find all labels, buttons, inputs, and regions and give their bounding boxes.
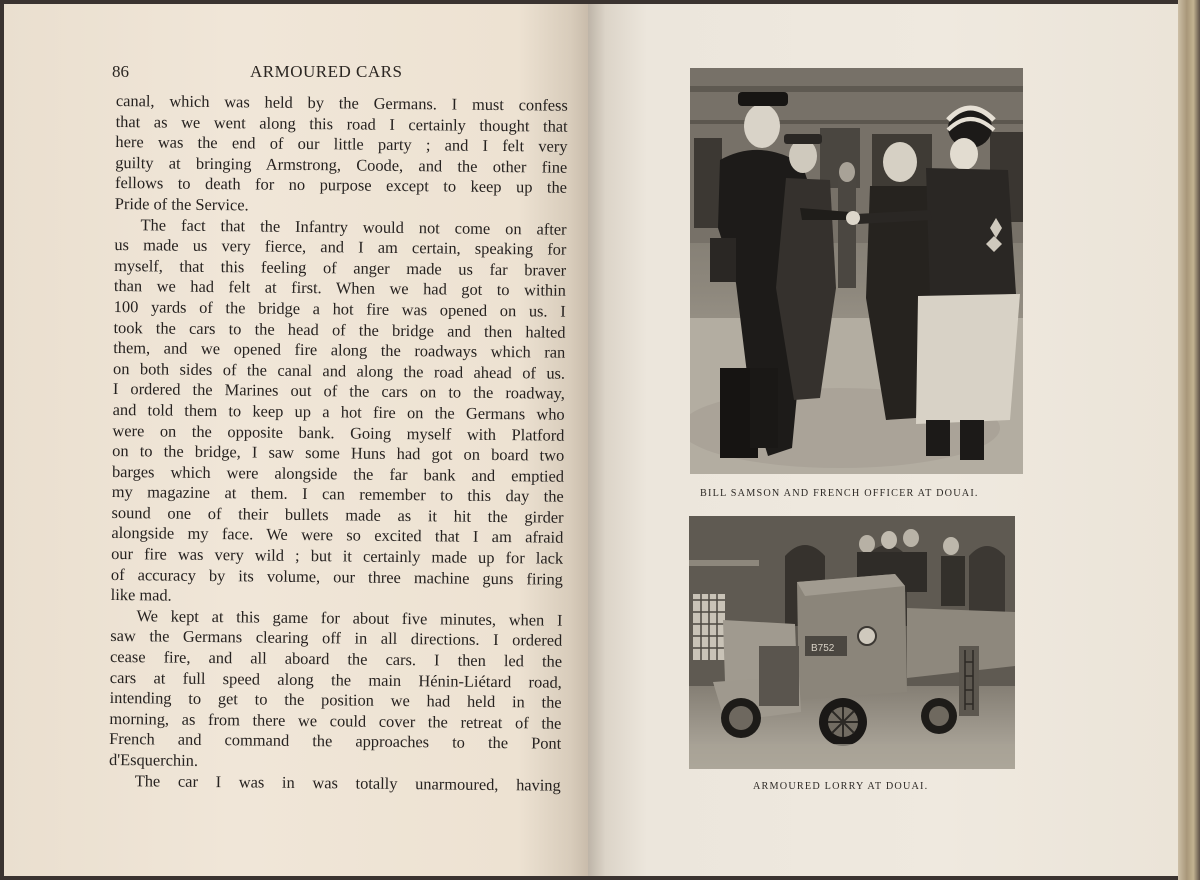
- text-line: took the cars to the head of the bridge and then halted: [113, 317, 566, 342]
- text-line: them, and we opened fire along the roadways which ran: [113, 338, 566, 362]
- photo-2-caption: ARMOURED LORRY AT DOUAI.: [753, 781, 929, 792]
- text-line: d'Esquerchin.: [108, 749, 199, 770]
- running-head: [112, 62, 572, 88]
- text-line: sound one of their bullets made as it hit the girder: [111, 502, 564, 527]
- license-plate: B752: [811, 643, 835, 654]
- photo-1-caption: BILL SAMSON AND FRENCH OFFICER AT DOUAI.: [700, 488, 979, 499]
- body-text: [109, 91, 568, 796]
- text-line: morning, as from there we could cover the retreat of the: [109, 708, 562, 733]
- text-line: our fire was very wild ; but it certainly made up for lack: [111, 544, 564, 568]
- text-line: I ordered the Marines out of the cars on to the roadway,: [112, 379, 565, 404]
- text-line: my magazine at them. I can remember to this day the: [111, 482, 564, 506]
- text-line: canal, which was held by the Germans. I must confess: [115, 91, 568, 115]
- text-line: fellows to death for no purpose except to keep up the: [114, 173, 568, 198]
- text-line: We kept at this game for about five minutes, when I: [136, 606, 563, 630]
- text-line: than we had felt at first. When we had got to within: [113, 276, 567, 301]
- text-line: on both sides of the canal and along the road ahead of us.: [112, 358, 566, 383]
- photo-samson-french-officer: [690, 68, 1023, 474]
- text-line: here was the end of our little party ; and I felt very: [115, 132, 568, 156]
- text-line: cars at full speed along the main Hénin-Liétard road,: [109, 667, 562, 692]
- page-number: 86: [112, 62, 129, 81]
- text-line: and told them to keep up a hot fire on the Germans who: [112, 399, 565, 424]
- text-line: cease fire, and all aboard the cars. I then led the: [109, 647, 563, 671]
- text-line: were on the opposite bank. Going myself with Platford: [112, 420, 565, 445]
- text-line: us made us very fierce, and I am certain, speaking for: [114, 235, 567, 259]
- text-line: The car I was in was totally unarmoured, having: [134, 770, 561, 795]
- text-line: barges which were alongside the far bank and emptied: [111, 461, 565, 486]
- text-line: of accuracy by its volume, our three machine guns firing: [110, 564, 564, 589]
- running-head-title: ARMOURED CARS: [250, 62, 403, 81]
- text-line: like mad.: [110, 585, 172, 605]
- text-line: French and command the approaches to the Pont: [109, 729, 562, 754]
- text-line: guilty at bringing Armstrong, Coode, and the other fine: [115, 152, 568, 177]
- text-line: The fact that the Infantry would not come on after: [140, 214, 567, 239]
- photo-armoured-lorry: [689, 516, 1015, 769]
- text-line: that as we went along this road I certainly thought that: [115, 111, 568, 136]
- text-line: myself, that this feeling of anger made us far braver: [114, 255, 567, 280]
- text-line: saw the Germans clearing off in all directions. I ordered: [110, 626, 563, 651]
- text-line: intending to get to the position we had held in the: [109, 688, 562, 712]
- text-line: Pride of the Service.: [114, 193, 249, 215]
- text-line: 100 yards of the bridge a hot fire was opened on us. I: [113, 296, 566, 321]
- text-line: alongside my face. We were so excited that I am afraid: [111, 523, 564, 548]
- text-line: on to the bridge, I saw some Huns had got on board two: [112, 441, 565, 465]
- page-edges: [1178, 0, 1200, 880]
